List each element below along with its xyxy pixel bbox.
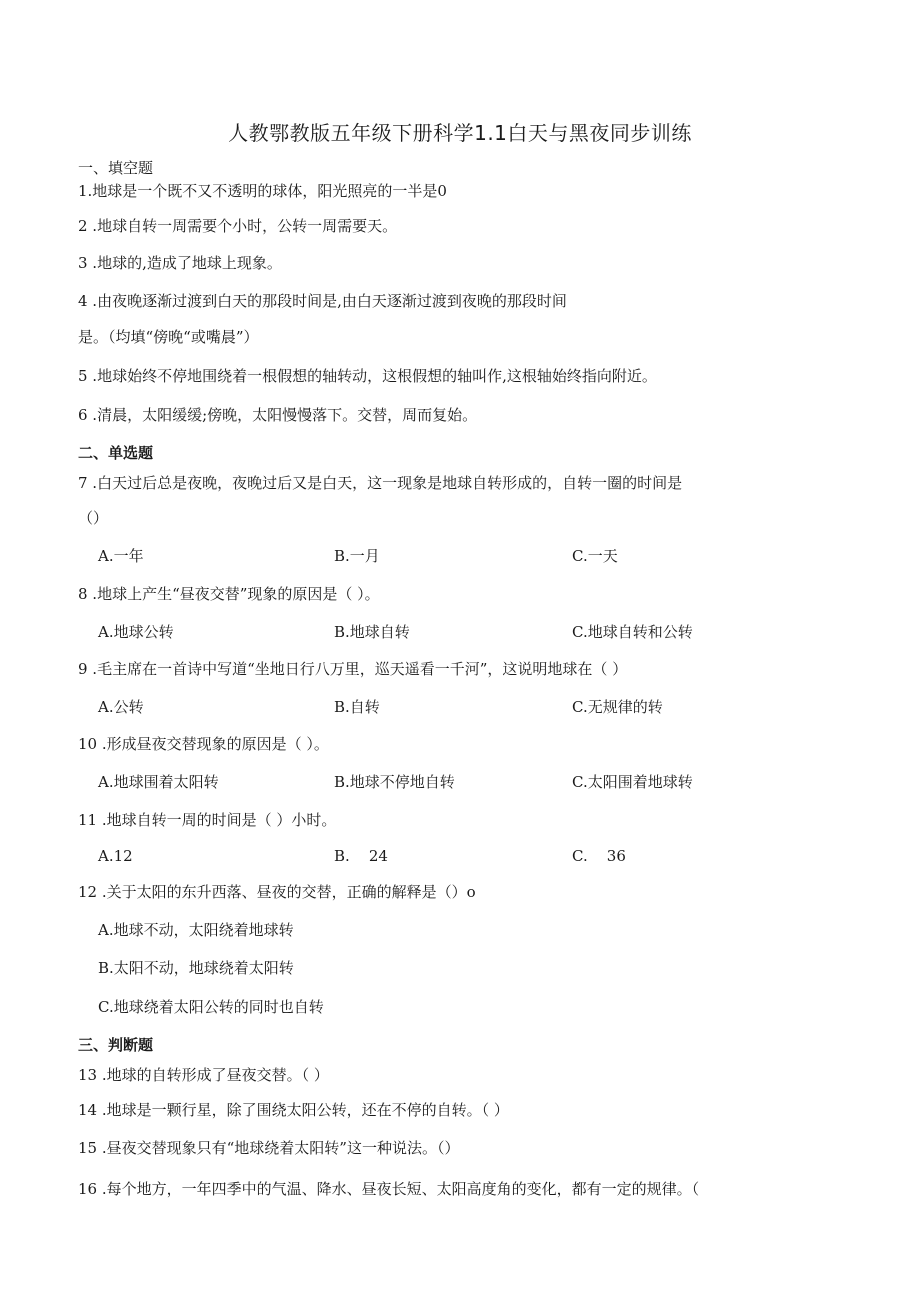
question-11: 11 .地球自转一周的时间是（ ）小时。 bbox=[78, 811, 337, 829]
option-8b: B.地球自转 bbox=[334, 623, 410, 641]
option-12a: A.地球不动，太阳绕着地球转 bbox=[98, 921, 294, 939]
question-9: 9 .毛主席在一首诗中写道“坐地日行八万里，巡天遥看一千河”，这说明地球在（ ） bbox=[78, 660, 628, 678]
option-11b: B. 24 bbox=[334, 847, 388, 865]
option-11a: A.12 bbox=[98, 847, 133, 865]
question-1: 1.地球是一个既不又不透明的球体，阳光照亮的一半是0 bbox=[78, 182, 447, 200]
question-7: 7 .白天过后总是夜晚，夜晚过后又是白天，这一现象是地球自转形成的，自转一圈的时间是 bbox=[78, 474, 683, 492]
question-2: 2 .地球自转一周需要个小时，公转一周需要天。 bbox=[78, 217, 398, 235]
question-4-continuation: 是。（均填“傍晚“或嘴晨”） bbox=[78, 328, 259, 346]
option-9b: B.自转 bbox=[334, 698, 380, 716]
question-5: 5 .地球始终不停地围绕着一根假想的轴转动，这根假想的轴叫作,这根轴始终指向附近。 bbox=[78, 367, 657, 385]
question-6: 6 .清晨，太阳缓缓;傍晚，太阳慢慢落下。交替，周而复始。 bbox=[78, 406, 478, 424]
question-8: 8 .地球上产生“昼夜交替”现象的原因是（ ）。 bbox=[78, 585, 380, 603]
question-4: 4 .由夜晚逐渐过渡到白天的那段时间是,由白天逐渐过渡到夜晚的那段时间 bbox=[78, 292, 567, 310]
option-10b: B.地球不停地自转 bbox=[334, 773, 455, 791]
option-8a: A.地球公转 bbox=[98, 623, 174, 641]
question-12: 12 .关于太阳的东升西落、昼夜的交替，正确的解释是（）o bbox=[78, 883, 476, 901]
question-14: 14 .地球是一颗行星，除了围绕太阳公转，还在不停的自转。（ ） bbox=[78, 1101, 509, 1119]
question-7-blank: （） bbox=[78, 509, 109, 527]
section-heading-judge: 三、判断题 bbox=[78, 1036, 154, 1054]
option-7c: C.一天 bbox=[572, 547, 618, 565]
option-9c: C.无规律的转 bbox=[572, 698, 663, 716]
option-7a: A.一年 bbox=[98, 547, 144, 565]
option-12c: C.地球绕着太阳公转的同时也自转 bbox=[98, 998, 324, 1016]
section-heading-fill: 一、填空题 bbox=[78, 159, 154, 177]
question-16: 16 .每个地方，一年四季中的气温、降水、昼夜长短、太阳高度角的变化，都有一定的规律。（ bbox=[78, 1180, 700, 1198]
option-9a: A.公转 bbox=[98, 698, 144, 716]
document-title: 人教鄂教版五年级下册科学1.1白天与黑夜同步训练 bbox=[228, 121, 692, 145]
option-12b: B.太阳不动，地球绕着太阳转 bbox=[98, 959, 294, 977]
option-7b: B.一月 bbox=[334, 547, 380, 565]
question-10: 10 .形成昼夜交替现象的原因是（ ）。 bbox=[78, 735, 329, 753]
option-11c: C. 36 bbox=[572, 847, 626, 865]
section-heading-single: 二、单选题 bbox=[78, 444, 154, 462]
option-10a: A.地球围着太阳转 bbox=[98, 773, 219, 791]
question-13: 13 .地球的自转形成了昼夜交替。（ ） bbox=[78, 1066, 329, 1084]
question-15: 15 .昼夜交替现象只有“地球绕着太阳转”这一种说法。（） bbox=[78, 1139, 460, 1157]
option-10c: C.太阳围着地球转 bbox=[572, 773, 693, 791]
question-3: 3 .地球的,造成了地球上现象。 bbox=[78, 254, 282, 272]
option-8c: C.地球自转和公转 bbox=[572, 623, 693, 641]
